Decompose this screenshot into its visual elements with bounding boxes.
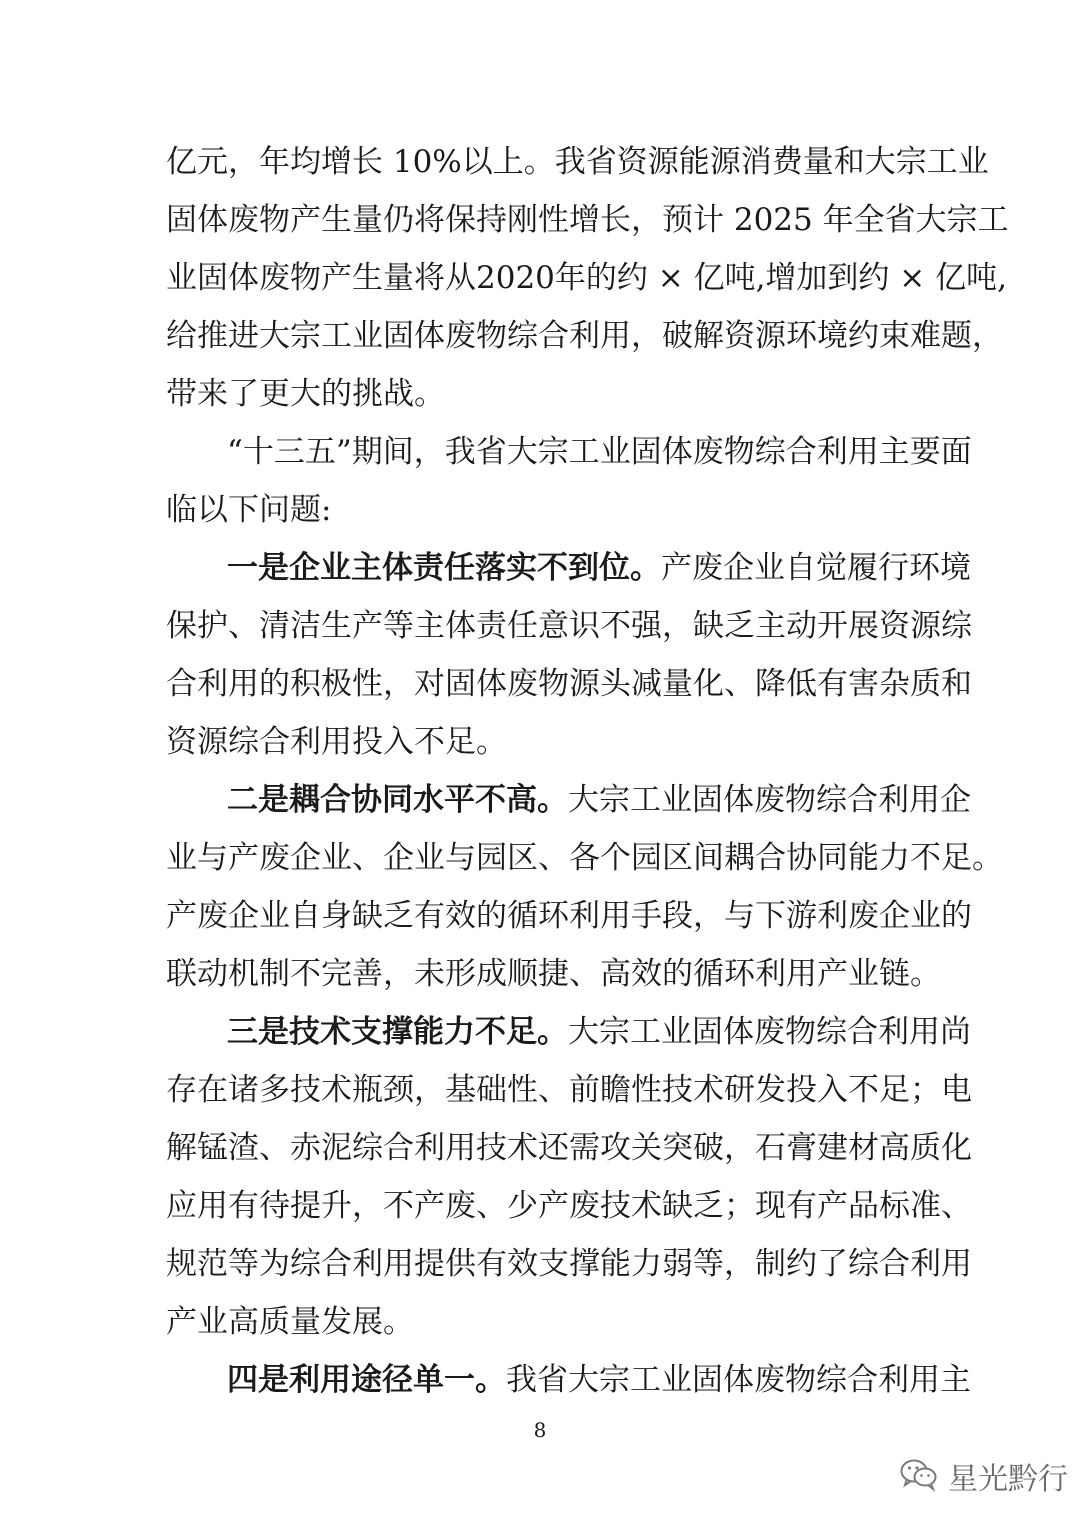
text-line: 联动机制不完善，未形成顺捷、高效的循环利用产业链。 (166, 956, 941, 992)
paragraph-text: 大宗工业固体废物综合利用尚 (568, 1014, 971, 1050)
text-line: “十三五”期间，我省大宗工业固体废物综合利用主要面 (227, 434, 972, 470)
wechat-icon (900, 1458, 938, 1494)
watermark-text: 星光黔行 (948, 1462, 1068, 1497)
text-line: 产业高质量发展。 (166, 1304, 414, 1340)
text-line: 保护、清洁生产等主体责任意识不强，缺乏主动开展资源综 (166, 608, 972, 644)
paragraph-heading: 一是企业主体责任落实不到位。 (227, 550, 661, 586)
paragraph-lead-line (227, 1360, 971, 1400)
text-line: 合利用的积极性，对固体废物源头减量化、降低有害杂质和 (166, 666, 972, 702)
text-line: 亿元，年均增长 10%以上。我省资源能源消费量和大宗工业 (166, 144, 989, 180)
text-line: 给推进大宗工业固体废物综合利用，破解资源环境约束难题， (166, 318, 1003, 354)
paragraph-heading: 四是利用途径单一。 (227, 1362, 506, 1398)
text-line: 规范等为综合利用提供有效支撑能力弱等，制约了综合利用 (166, 1246, 972, 1282)
text-line: 解锰渣、赤泥综合利用技术还需攻关突破，石膏建材高质化 (166, 1130, 972, 1166)
text-line: 存在诸多技术瓶颈，基础性、前瞻性技术研发投入不足；电 (166, 1072, 972, 1108)
paragraph-heading: 三是技术支撑能力不足。 (227, 1014, 568, 1050)
paragraph-lead-line (227, 548, 971, 588)
text-line: 固体废物产生量仍将保持刚性增长，预计 2025 年全省大宗工 (166, 202, 1009, 238)
paragraph-lead-line (227, 1012, 971, 1052)
paragraph-text: 我省大宗工业固体废物综合利用主 (506, 1362, 971, 1398)
text-line: 应用有待提升，不产废、少产废技术缺乏；现有产品标准、 (166, 1188, 972, 1224)
watermark (900, 1454, 1068, 1498)
text-line: 业固体废物产生量将从2020年的约 × 亿吨,增加到约 × 亿吨, (166, 260, 1007, 296)
paragraph-heading: 二是耦合协同水平不高。 (227, 782, 568, 818)
text-line: 资源综合利用投入不足。 (166, 724, 507, 760)
paragraph-text: 大宗工业固体废物综合利用企 (568, 782, 971, 818)
paragraph-text: 产废企业自觉履行环境 (661, 550, 971, 586)
page-number: 8 (533, 1418, 547, 1442)
text-line: 临以下问题: (166, 492, 332, 528)
text-line: 产废企业自身缺乏有效的循环利用手段，与下游利废企业的 (166, 898, 972, 934)
paragraph-lead-line (227, 780, 971, 820)
text-line: 带来了更大的挑战。 (166, 376, 445, 412)
text-line: 业与产废企业、企业与园区、各个园区间耦合协同能力不足。 (166, 840, 1003, 876)
